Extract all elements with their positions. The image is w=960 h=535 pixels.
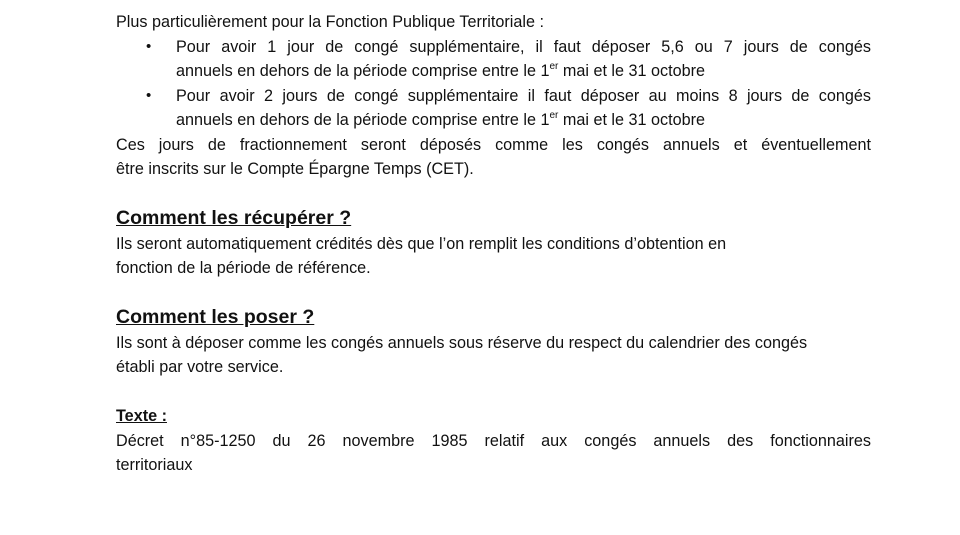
document-page [116, 10, 871, 478]
conditions-list [116, 35, 871, 133]
list-item-line: annuels en dehors de la période comprise entre le 1er mai et le 31 octobre [176, 61, 706, 80]
fractionnement-line-1: Ces jours de fractionnement seront déposés comme les congés annuels et éventuellement [116, 135, 871, 154]
intro-paragraph: Plus particulièrement pour la Fonction Publique Territoriale : [116, 13, 544, 31]
list-item-line: annuels en dehors de la période comprise entre le 1er mai et le 31 octobre [176, 110, 706, 129]
texte-line-2: territoriaux [116, 456, 193, 474]
list-item [116, 35, 871, 84]
texte-line-1: Décret n°85-1250 du 26 novembre 1985 relatif aux congés annuels des fonctionnaires [116, 431, 871, 450]
bullet-icon: • [146, 86, 152, 104]
recuperer-heading: Comment les récupérer ? [116, 206, 352, 229]
fractionnement-line-2: être inscrits sur le Compte Épargne Temps (CET). [116, 160, 474, 178]
list-item [116, 84, 871, 133]
poser-line-2: établi par votre service. [116, 358, 284, 376]
list-item-line: Pour avoir 1 jour de congé supplémentaire, il faut déposer 5,6 ou 7 jours de congés [176, 37, 871, 56]
recuperer-line-2: fonction de la période de référence. [116, 259, 371, 277]
poser-line-1: Ils sont à déposer comme les congés annuels sous réserve du respect du calendrier des congés [116, 333, 808, 352]
bullet-icon: • [146, 37, 152, 55]
list-item-line: Pour avoir 2 jours de congé supplémentaire il faut déposer au moins 8 jours de congés [176, 86, 871, 105]
poser-heading: Comment les poser ? [116, 305, 315, 328]
texte-label: Texte : [116, 407, 167, 425]
recuperer-line-1: Ils seront automatiquement crédités dès que l’on remplit les conditions d’obtention en [116, 234, 727, 253]
